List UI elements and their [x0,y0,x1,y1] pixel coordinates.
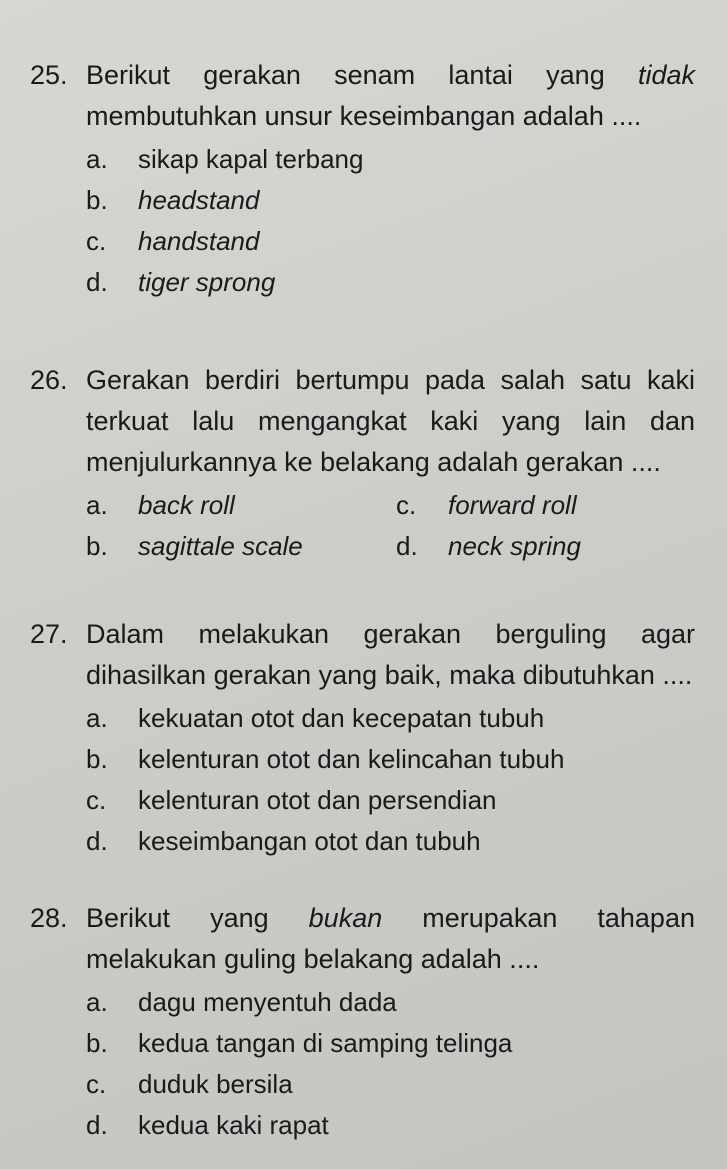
option-text: forward roll [448,490,577,520]
option-b[interactable] [86,526,396,567]
answer-options [86,698,695,862]
question-stem: Gerakan berdiri bertumpu pada salah satu kaki terkuat lalu mengangkat kaki yang lain dan menjulurkannya ke belakang adalah gerakan .... [86,365,695,477]
option-c[interactable] [86,221,695,262]
question-stem: Dalam melakukan gerakan berguling agar dihasilkan gerakan yang baik, maka dibutuhkan .... [86,619,695,690]
stem-text: membutuhkan unsur keseimbangan adalah .... [86,101,642,131]
option-a[interactable] [86,982,695,1023]
stem-emphasis: bukan [308,903,383,933]
stem-text: Berikut gerakan senam lantai yang [86,60,638,90]
option-letter: c. [86,785,107,815]
option-letter: c. [396,490,417,520]
option-text: neck spring [448,531,581,561]
option-text: handstand [138,226,260,256]
option-text: kelenturan otot dan kelincahan tubuh [138,744,565,774]
question-number: 26. [30,365,68,395]
option-b[interactable] [86,180,695,221]
option-letter: d. [86,826,108,856]
option-letter: b. [86,744,108,774]
option-d[interactable] [86,821,695,862]
option-letter: d. [86,267,108,297]
option-letter: b. [86,185,108,215]
question-stem [86,55,695,137]
option-text: kekuatan otot dan kecepatan tubuh [138,703,545,733]
question-27 [30,614,695,862]
question-25 [30,55,695,303]
option-letter: a. [86,144,108,174]
option-b[interactable] [86,739,695,780]
option-c[interactable] [86,780,695,821]
option-a[interactable] [86,698,695,739]
option-text: kedua tangan di samping telinga [138,1028,513,1058]
option-text: duduk bersila [138,1069,293,1099]
option-letter: a. [86,703,108,733]
option-c[interactable] [396,485,696,526]
question-stem [86,898,695,980]
option-text: sagittale scale [138,531,303,561]
option-letter: b. [86,1028,108,1058]
question-number: 28. [30,903,68,933]
option-letter: d. [86,1110,108,1140]
option-a[interactable] [86,485,396,526]
option-letter: a. [86,490,108,520]
option-d[interactable] [86,262,695,303]
option-letter: a. [86,987,108,1017]
question-26 [30,360,695,567]
stem-text: Berikut yang [86,903,309,933]
option-letter: b. [86,531,108,561]
option-text: sikap kapal terbang [138,144,364,174]
option-d[interactable] [86,1105,695,1146]
option-text: dagu menyentuh dada [138,987,397,1017]
option-d[interactable] [396,526,696,567]
answer-options [86,139,695,303]
option-a[interactable] [86,139,695,180]
option-text: keseimbangan otot dan tubuh [138,826,481,856]
question-28 [30,898,695,1146]
question-number: 25. [30,60,68,90]
option-b[interactable] [86,1023,695,1064]
stem-emphasis: tidak [637,60,695,90]
option-letter: c. [86,1069,107,1099]
option-letter: c. [86,226,107,256]
answer-options [86,485,695,567]
stem-text: merupakan tahapan melakukan guling belakang adalah .... [86,903,695,974]
option-text: kelenturan otot dan persendian [138,785,497,815]
option-text: tiger sprong [138,267,276,297]
answer-options [86,982,695,1146]
option-letter: d. [396,531,418,561]
option-c[interactable] [86,1064,695,1105]
question-number: 27. [30,619,68,649]
option-text: kedua kaki rapat [138,1110,329,1140]
option-text: headstand [138,185,260,215]
option-text: back roll [138,490,235,520]
